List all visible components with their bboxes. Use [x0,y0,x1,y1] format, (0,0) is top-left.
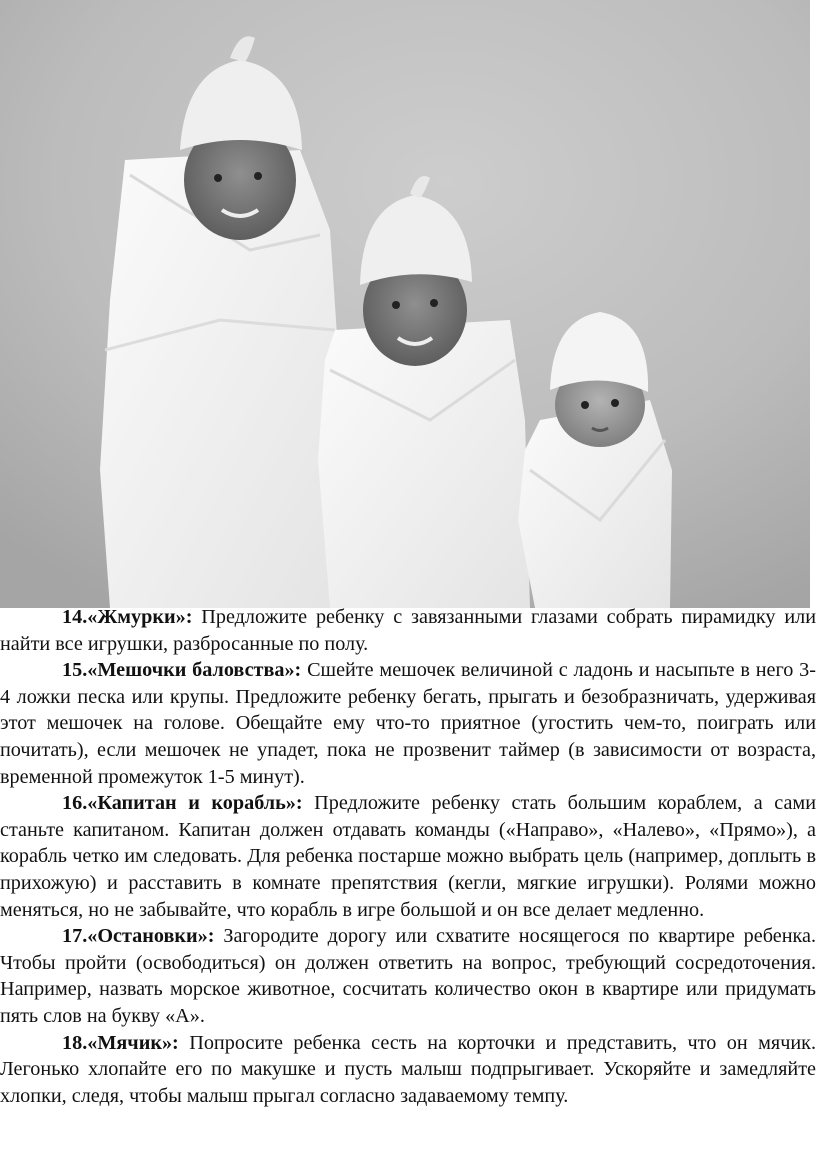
paragraph-title: 18.«Мячик»: [62,1031,179,1054]
document-text [0,604,816,1109]
paragraph-body: Предложите ребенку стать большим кораблем, а сами станьте капитаном. Капитан должен отдавать команды («Направо», «Налево», «Прямо»), а корабль четко им следовать. Для ребенка постарше можно выбрать цель (например, доплыть в прихожую) и расставить в комнате препятствия (кегли, мягкие игрушки). Ролями можно меняться, но не забывайте, что корабль в игре большой и он все делает медленно. [0,792,816,921]
paragraph-16 [0,790,816,923]
paragraph-15 [0,657,816,790]
paragraph-title: 15.«Мешочки баловства»: [62,659,302,682]
paragraph-14 [0,604,816,657]
paragraph-title: 14.«Жмурки»: [62,606,193,628]
paragraph-title: 16.«Капитан и корабль»: [62,792,303,815]
paragraph-body: Попросите ребенка сесть на корточки и представить, что он мячик. Легонько хлопайте его по макушке и пусть малыш подпрыгивает. Ускоряйте и замедляйте хлопки, следя, чтобы малыш прыгал согласно задаваемому темпу. [0,1031,816,1107]
paragraph-17 [0,923,816,1029]
paragraph-body: Загородите дорогу или схватите носящегося по квартире ребенка. Чтобы пройти (освободиться) он должен ответить на вопрос, требующий сосредоточения. Например, назвать морское животное, сосчитать количество окон в квартире или придумать пять слов на букву «А». [0,925,816,1027]
paragraph-body: Сшейте мешочек величиной с ладонь и насыпьте в него 3-4 ложки песка или крупы. Предложите ребенку бегать, прыгать и безобразничать, удерживая этот мешочек на голове. Обещайте ему что-то приятное (угостить чем-то, поиграть или почитать), если мешочек не упадет, пока не прозвенит таймер (в зависимости от возраста, временной промежуток 1-5 минут). [0,659,816,788]
paragraph-18 [0,1030,816,1110]
paragraph-body: Предложите ребенку с завязанными глазами собрать пирамидку или найти все игрушки, разбросанные по полу. [0,606,816,655]
paragraph-title: 17.«Остановки»: [62,925,215,948]
